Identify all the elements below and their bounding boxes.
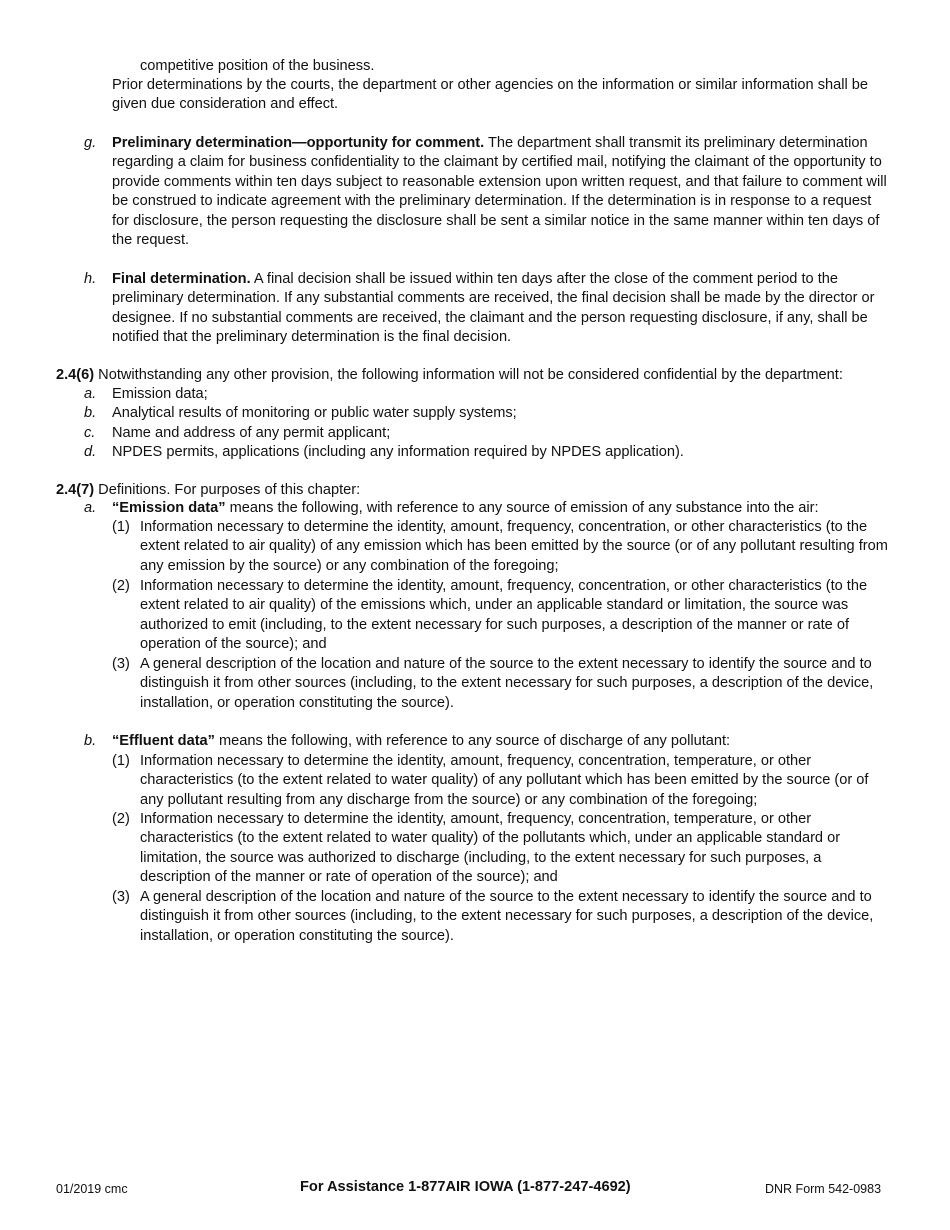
preliminary-determination-text: The department shall transmit its preliminary determination regarding a claim for business confidentiality to the claimant by certified mail, notifying the claimant of the opportunity to provide comments within ten days subject to reasonable extension upon written request, and that failure to comment will be construed to indicate agreement with the preliminary determination. If the determination is in response to a request for disclosure, the person requesting the disclosure shall be sent a similar notice in the same manner within ten days of the request. <box>112 135 887 249</box>
footer-assistance: For Assistance 1-877AIR IOWA (1-877-247-4692) <box>300 1179 631 1195</box>
subitem-text: A general description of the location and nature of the source to the extent necessary to identify the source and to distinguish it from other sources (including, to the extent necessary for such purposes, a description of the device, installation, or operation constituting the source). <box>140 656 874 711</box>
section-text: Notwithstanding any other provision, the following information will not be considered confidential by the department: <box>94 367 843 383</box>
final-determination-heading: Final determination. <box>112 271 251 287</box>
subitem-number: (3) <box>112 889 130 905</box>
subitem-text: Information necessary to determine the identity, amount, frequency, concentration, or other characteristics (to the extent related to air quality) of any emission which has been emitted by the source (or of any pollutant resulting from any emission by the source) or any combination of the foregoing; <box>140 519 888 574</box>
subitem-number: (3) <box>112 656 130 672</box>
list-item: Emission data; <box>112 386 208 402</box>
preliminary-determination-paragraph <box>112 134 892 250</box>
effluent-data-definition <box>112 732 730 751</box>
subitem-number: (2) <box>112 811 130 827</box>
effluent-data-text: means the following, with reference to any source of discharge of any pollutant: <box>214 733 731 749</box>
subitem-text: A general description of the location and nature of the source to the extent necessary to identify the source and to distinguish it from other sources (including, to the extent necessary for such purposes, a description of the device, installation, or operation constituting the source). <box>140 889 874 944</box>
list-item: NPDES permits, applications (including any information required by NPDES application). <box>112 444 684 460</box>
subitem-text: Information necessary to determine the identity, amount, frequency, concentration, or other characteristics (to the extent related to air quality) of the emissions which, under an applicable standard or limitation, the source was authorized to emit (including, to the extent necessary for such purposes, a description of the manner or rate of operation of the source); and <box>140 578 868 653</box>
section-text: Definitions. For purposes of this chapter: <box>94 482 361 498</box>
emission-data-text: means the following, with reference to any source of emission of any substance into the air: <box>225 500 819 516</box>
final-determination-paragraph <box>112 270 892 348</box>
list-letter: c. <box>84 425 96 441</box>
list-item: Name and address of any permit applicant; <box>112 425 391 441</box>
section-2-4-7 <box>56 481 360 500</box>
prior-determinations-paragraph: Prior determinations by the courts, the department or other agencies on the information or similar information shall be given due consideration and effect. <box>112 77 869 113</box>
item-letter-g: g. <box>84 135 97 151</box>
subitem-number: (1) <box>112 753 130 769</box>
list-letter: d. <box>84 444 97 460</box>
preliminary-determination-heading: Preliminary determination—opportunity for comment. <box>112 135 485 151</box>
list-item: Analytical results of monitoring or public water supply systems; <box>112 405 517 421</box>
subitem-text: Information necessary to determine the identity, amount, frequency, concentration, temperature, or other characteristics (to the extent related to water quality) of the pollutants which, under an applicable standard or limitation, the source was authorized to discharge (including, to the extent necessary for such purposes, a description of the manner or rate of operation of the source); and <box>140 811 841 886</box>
subitem-number: (2) <box>112 578 130 594</box>
list-letter: a. <box>84 386 97 402</box>
effluent-data-heading: “Effluent data” <box>112 733 215 749</box>
emission-data-definition <box>112 499 819 518</box>
section-2-4-6 <box>56 366 843 385</box>
list-letter: b. <box>84 405 97 421</box>
final-determination-text: A final decision shall be issued within ten days after the close of the comment period to the preliminary determination. If any substantial comments are received, the final decision shall be made by the director or designee. If no substantial comments are received, the claimant and the person requesting disclosure, if any, shall be notified that the preliminary determination is the final decision. <box>112 271 875 346</box>
item-letter-a: a. <box>84 500 97 516</box>
section-label: 2.4(7) <box>56 482 95 498</box>
emission-data-heading: “Emission data” <box>112 500 226 516</box>
continuation-line: competitive position of the business. <box>140 58 375 74</box>
footer-form-number: DNR Form 542-0983 <box>765 1182 882 1196</box>
section-label: 2.4(6) <box>56 367 95 383</box>
item-letter-b: b. <box>84 733 97 749</box>
item-letter-h: h. <box>84 271 97 287</box>
subitem-number: (1) <box>112 519 130 535</box>
footer-date: 01/2019 cmc <box>56 1182 128 1196</box>
subitem-text: Information necessary to determine the identity, amount, frequency, concentration, temperature, or other characteristics (to the extent related to water quality) of any pollutant which has been emitted by the source (or of any pollutant resulting from any discharge from the source) or any combination of the foregoing; <box>140 753 869 808</box>
